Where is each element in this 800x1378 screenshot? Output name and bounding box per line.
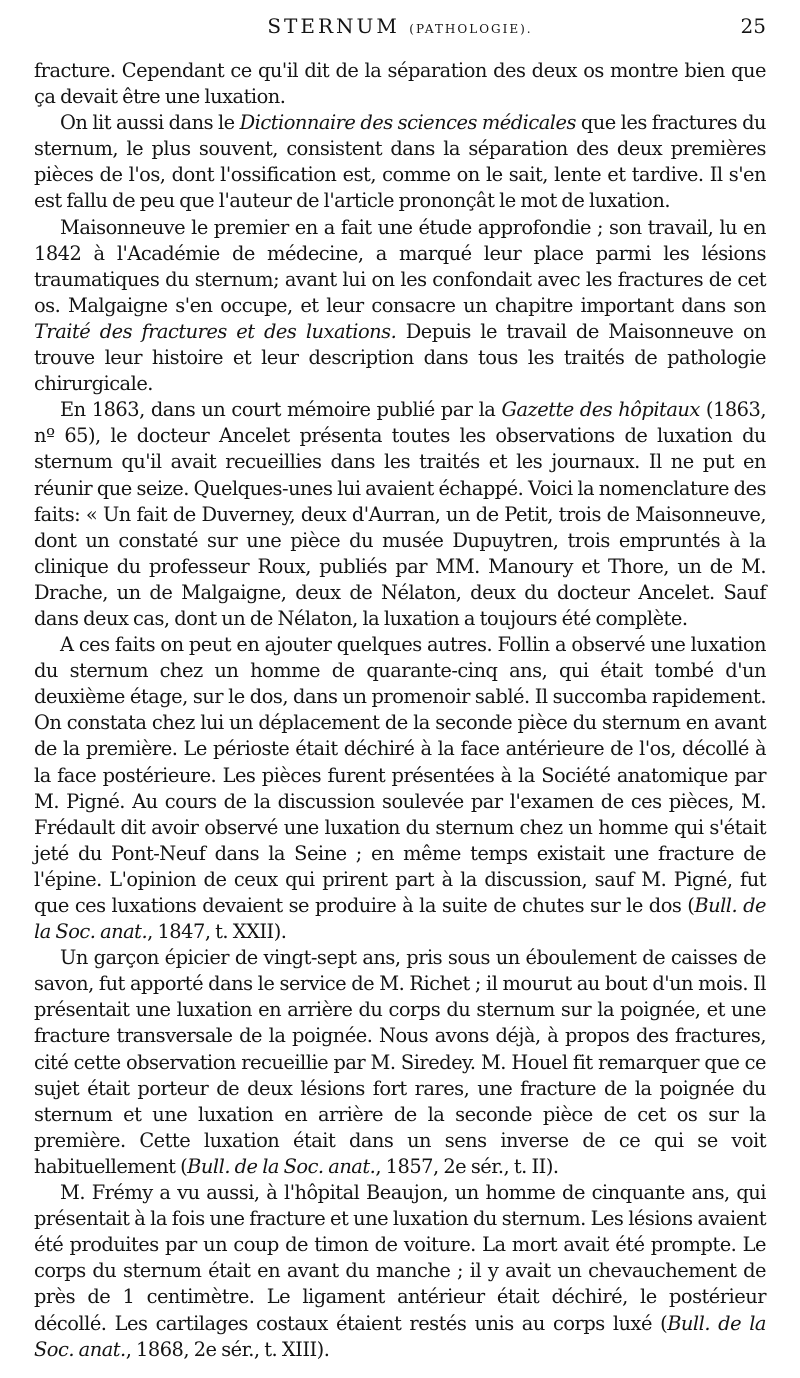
italic-citation: Traité des fractures et des luxations.	[34, 319, 397, 343]
running-head-subtitle: (PATHOLOGIE).	[409, 22, 533, 36]
paragraph	[34, 632, 766, 945]
text-run: , 1847, t. XXII).	[147, 920, 287, 944]
text-run: , 1868, 2e sér., t. XIII).	[125, 1337, 330, 1361]
text-run: On lit aussi dans le	[60, 111, 240, 135]
paragraph	[34, 945, 766, 1180]
running-head-title: STERNUM	[267, 14, 400, 38]
text-run: Un garçon épicier de vingt-sept ans, pris sous un éboulement de caisses de savon, fut apporté dans le service de M. Richet ; il mourut au bout d'un mois. Il présentait une luxation en arrière du corps du sternum sur la poignée, et une fracture transversale de la poignée. Nous avons déjà, à propos des fractures, cité cette observation recueillie par M. Siredey. M. Houel fit remarquer que ce sujet était porteur de deux lésions fort rares, une fracture de la poignée du sternum et une luxation en arrière de la seconde pièce de cet os sur la première. Cette luxation était dans un sens inverse de ce qui se voit habituellement (	[34, 946, 766, 1178]
page-number: 25	[740, 14, 766, 38]
text-run: (1863, nº 65), le docteur Ancelet présenta toutes les observations de luxation du sternum qu'il avait recueillies dans les traités et les journaux. Il ne put en réunir que seize. Quelques-unes lui avaient échappé. Voici la nomenclature des faits: « Un fait de Duverney, deux d'Aurran, un de Petit, trois de Maisonneuve, dont un constaté sur une pièce du musée Dupuytren, trois empruntés à la clinique du professeur Roux, publiés par MM. Manoury et Thore, un de M. Drache, un de Malgaigne, deux de Nélaton, deux du docteur Ancelet. Sauf dans deux cas, dont un de Nélaton, la luxation a toujours été complète.	[34, 398, 766, 630]
text-run: , 1857, 2e sér., t. II).	[375, 1154, 559, 1178]
paragraph	[34, 215, 766, 398]
paragraph	[34, 58, 766, 110]
text-run: fracture. Cependant ce qu'il dit de la séparation des deux os montre bien que ça devait être une luxation.	[34, 59, 766, 109]
italic-citation: Bull. de la Soc. anat.	[187, 1154, 376, 1178]
text-run: Depuis le travail de Maisonneuve on trouve leur histoire et leur description dans tous les traités de pathologie chirurgicale.	[34, 319, 766, 396]
text-run: Maisonneuve le premier en a fait une étude approfondie ; son travail, lu en 1842 à l'Académie de médecine, a marqué leur place parmi les lésions traumatiques du sternum; avant lui on les confondait avec les fractures de cet os. Malgaigne s'en occupe, et leur consacre un chapitre important dans son	[34, 215, 766, 317]
paragraph	[34, 1180, 766, 1363]
italic-citation: Bull. de la Soc. anat.	[34, 894, 766, 944]
text-run: M. Frémy a vu aussi, à l'hôpital Beaujon, un homme de cinquante ans, qui présentait à la fois une fracture et une luxation du sternum. Les lésions avaient été produites par un coup de timon de voiture. La mort avait été prompte. Le corps du sternum était en avant du manche ; il y avait un chevauchement de près de 1 centimètre. Le ligament antérieur était déchiré, le postérieur décollé. Les cartilages costaux étaient restés unis au corps luxé (	[34, 1181, 766, 1335]
page-header	[30, 14, 770, 54]
italic-citation: Dictionnaire des sciences médicales	[239, 111, 576, 135]
italic-citation: Bull. de la Soc. anat.	[34, 1311, 766, 1361]
text-run: En 1863, dans un court mémoire publié par la	[60, 398, 502, 422]
paragraph	[34, 110, 766, 214]
text-run: A ces faits on peut en ajouter quelques autres. Follin a observé une luxation du sternum chez un homme de quarante-cinq ans, qui était tombé d'un deuxième étage, sur le dos, dans un promenoir sablé. Il succomba rapidement. On constata chez lui un déplacement de la seconde pièce du sternum en avant de la première. Le périoste était déchiré à la face antérieure de l'os, décollé à la face postérieure. Les pièces furent présentées à la Société anatomique par M. Pigné. Au cours de la discussion soulevée par l'examen de ces pièces, M. Frédault dit avoir observé une luxation du sternum chez un homme qui s'était jeté du Pont-Neuf dans la Seine ; en même temps existait une fracture de l'épine. L'opinion de ceux qui prirent part à la discussion, sauf M. Pigné, fut que ces luxations devaient se produire à la suite de chutes sur le dos (	[34, 633, 766, 917]
paragraph	[34, 397, 766, 632]
running-head	[30, 14, 770, 38]
italic-citation: Gazette des hôpitaux	[501, 398, 700, 422]
text-run: que les fractures du sternum, le plus souvent, consistent dans la séparation des deux premières pièces de l'os, dont l'ossification est, comme on le sait, lente et tardive. Il s'en est fallu de peu que l'auteur de l'article prononçât le mot de luxation.	[34, 111, 766, 213]
body-text	[34, 58, 766, 1363]
